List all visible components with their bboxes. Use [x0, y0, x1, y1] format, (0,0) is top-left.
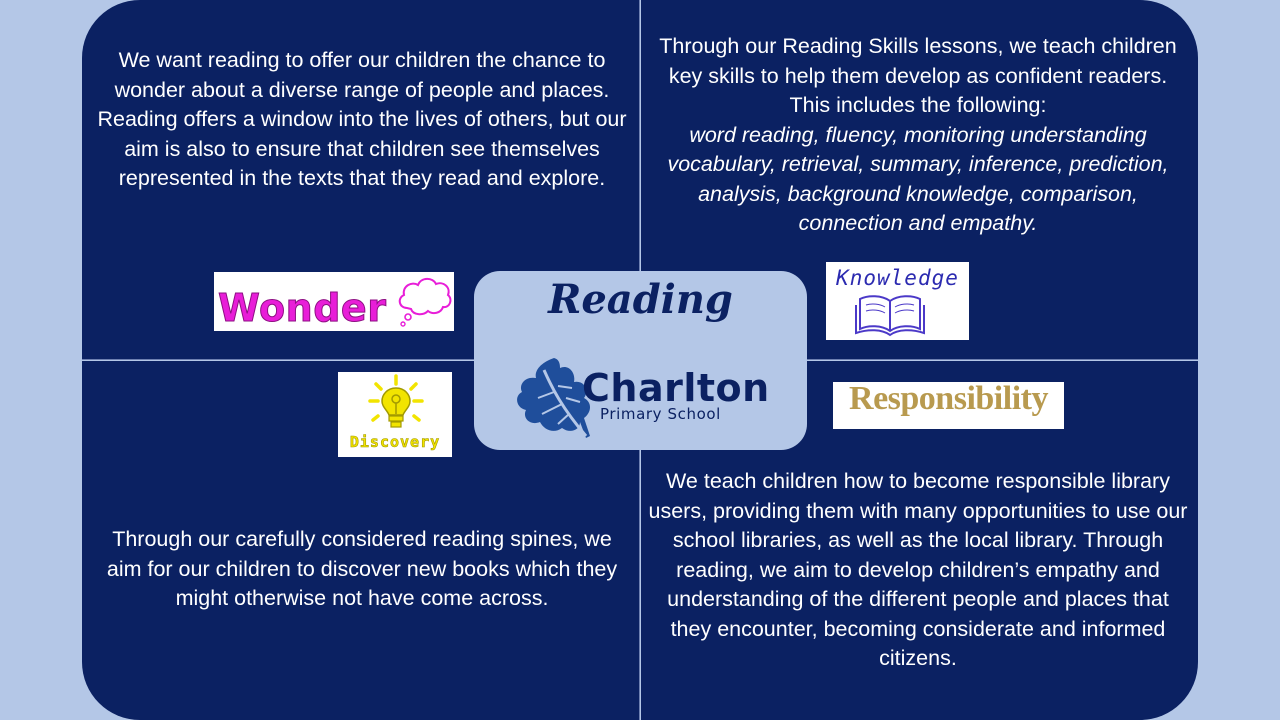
responsibility-paragraph: We teach children how to become responsible library users, providing them with many opportunities to use our school libraries, as well as the local library. Through reading, we aim to develop children’s empathy and understanding of the different people and places that they encounter, becoming considerate and informed citizens.	[648, 469, 1188, 670]
discovery-paragraph: Through our carefully considered reading spines, we aim for our children to discover new books which they might otherwise not have come across.	[106, 527, 618, 610]
school-name: Charlton	[582, 366, 770, 410]
responsibility-label: Responsibility	[849, 380, 1048, 417]
thought-cloud-icon	[395, 274, 453, 328]
reading-title: Reading	[548, 276, 733, 323]
knowledge-skills-list: word reading, fluency, monitoring understanding vocabulary, retrieval, summary, inference, prediction, analysis, background knowledge, comparison, connection and empathy.	[667, 122, 1169, 235]
open-book-icon	[854, 291, 926, 337]
wonder-label: Wonder	[218, 286, 387, 330]
wonder-paragraph: We want reading to offer our children the chance to wonder about a diverse range of people and places. Reading offers a window into the lives of others, but our aim is also to ensure that children see themselves represented in the texts that they read and explore.	[97, 48, 627, 190]
knowledge-intro: Through our Reading Skills lessons, we teach children key skills to help them develop as confident readers. This includes the following:	[659, 34, 1177, 117]
discovery-label: Discovery	[349, 433, 441, 451]
school-subtitle: Primary School	[600, 405, 721, 423]
knowledge-paragraph	[648, 32, 1188, 239]
lightbulb-icon	[368, 374, 424, 432]
knowledge-label: Knowledge	[836, 266, 959, 290]
